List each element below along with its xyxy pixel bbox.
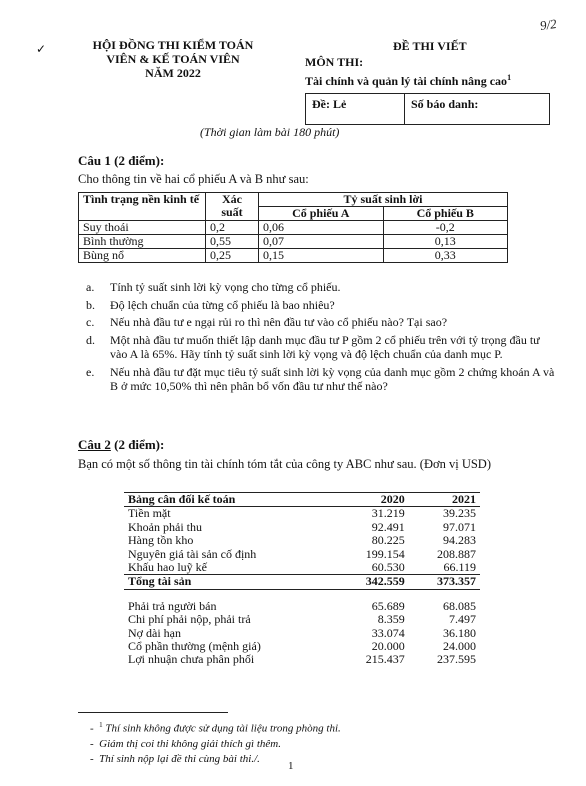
footnotes — [90, 718, 341, 767]
item-text: Nếu nhà đầu tư e ngại rủi ro thì nên đầu tư vào cổ phiếu nào? Tại sao? — [110, 315, 448, 329]
subject-name: Tài chính và quản lý tài chính nâng cao — [305, 74, 508, 88]
cell-state: Bình thường — [79, 235, 206, 249]
table-row — [124, 507, 480, 521]
footnote-divider — [78, 712, 228, 713]
value-2020: 80.225 — [371, 533, 405, 548]
value-2021: 97.071 — [443, 519, 476, 534]
header-stock-a: Cổ phiếu A — [259, 207, 384, 221]
footnote-3-text: Thí sinh nộp lại đề thi cùng bài thi./. — [99, 752, 260, 765]
table-row — [124, 640, 480, 653]
row-label: Chi phí phải nộp, phải trả — [128, 612, 251, 627]
council-line-3: NĂM 2022 — [145, 66, 201, 80]
list-item — [86, 298, 556, 313]
question-2-title — [78, 437, 164, 453]
value-2021: 208.887 — [437, 546, 476, 561]
exam-council-header — [68, 38, 278, 80]
list-item — [86, 315, 556, 330]
list-item — [86, 365, 556, 394]
value-2020: 92.491 — [371, 519, 405, 534]
row-label: Tiền mặt — [128, 506, 171, 521]
total-2020: 342.559 — [365, 574, 405, 589]
candidate-number: Số báo danh: — [411, 97, 479, 111]
time-note: (Thời gian làm bài 180 phút) — [200, 125, 340, 139]
cell-state: Suy thoái — [79, 221, 206, 235]
total-row — [124, 575, 480, 589]
footnote-1-ref: 1 — [99, 721, 103, 729]
question-2-points: (2 điểm): — [110, 437, 165, 452]
value-2020: 65.689 — [371, 598, 405, 613]
cell-b: 0,13 — [383, 235, 508, 249]
header-economy-state: Tình trạng nền kinh tế — [79, 193, 206, 221]
row-label: Khoản phải thu — [128, 519, 202, 534]
question-1-intro: Cho thông tin về hai cổ phiếu A và B như sau: — [78, 172, 309, 186]
value-2020: 199.154 — [365, 546, 405, 561]
balance-sheet-table — [124, 492, 480, 667]
page-number: 1 — [288, 760, 294, 772]
value-2020: 33.074 — [371, 625, 405, 640]
item-text: Một nhà đầu tư muốn thiết lập danh mục đầu tư P gồm 2 cổ phiếu trên với tỷ trọng đầu tư vào A là 65%. Hãy tính tỷ suất sinh lời kỳ vọng và độ lệch chuẩn của danh mục P. — [110, 332, 540, 361]
value-2021: 36.180 — [443, 625, 476, 640]
cell-state: Bùng nổ — [79, 249, 206, 263]
margin-mark: ✓ — [36, 42, 47, 56]
row-label: Hàng tồn kho — [128, 533, 194, 548]
row-label: Cổ phần thường (mệnh giá) — [128, 639, 261, 654]
table-header-row — [124, 493, 480, 507]
question-1-title: Câu 1 (2 điểm): — [78, 153, 165, 168]
footnote-1-text: Thí sinh không được sử dụng tài liệu trong phòng thi. — [105, 722, 341, 735]
subject-footnote-ref: 1 — [507, 73, 512, 82]
header-return: Tỷ suất sinh lời — [259, 193, 508, 207]
stock-returns-table — [78, 192, 508, 263]
question-1-items — [86, 280, 556, 397]
value-2020: 60.530 — [371, 560, 405, 575]
table-row — [124, 653, 480, 666]
row-label: Nguyên giá tài sản cố định — [128, 546, 257, 561]
item-text: Độ lệch chuẩn của từng cổ phiếu là bao nhiêu? — [110, 297, 335, 312]
row-label: Nợ dài hạn — [128, 625, 181, 640]
item-label: b. — [86, 297, 95, 312]
exam-code-box — [305, 93, 550, 125]
council-line-2: VIÊN & KẾ TOÁN VIÊN — [106, 52, 240, 66]
total-2021: 373.357 — [437, 574, 476, 589]
table-row — [79, 249, 508, 263]
exam-code: Đề: Lẻ — [306, 94, 405, 124]
item-text: Nếu nhà đầu tư đặt mục tiêu tỷ suất sinh lời kỳ vọng của danh mục gồm 2 chứng khoán A và B ở mức 10,50% thì nên phân bổ vốn đầu tư như thế nào? — [110, 364, 555, 393]
question-2-intro: Bạn có một số thông tin tài chính tóm tắt của công ty ABC như sau. (Đơn vị USD) — [78, 457, 492, 471]
item-text: Tính tỷ suất sinh lời kỳ vọng cho từng cổ phiếu. — [110, 280, 341, 294]
footnote-2-text: Giám thị coi thi không giải thích gì thêm. — [99, 737, 281, 750]
list-item — [86, 280, 556, 295]
cell-a: 0,15 — [259, 249, 384, 263]
table-row — [124, 561, 480, 575]
exam-title: ĐỀ THI VIẾT — [393, 39, 467, 53]
item-label: d. — [86, 332, 95, 347]
value-2021: 24.000 — [443, 639, 476, 654]
row-label: Phải trả người bán — [128, 598, 217, 613]
handwritten-signature: 9/2 — [538, 15, 558, 34]
table-row — [79, 235, 508, 249]
cell-prob: 0,55 — [206, 235, 259, 249]
question-2-number: Câu 2 — [78, 437, 111, 452]
table-row — [124, 600, 480, 613]
header-2021: 2021 — [452, 492, 476, 506]
value-2020: 215.437 — [365, 652, 405, 667]
header-stock-b: Cổ phiếu B — [383, 207, 508, 221]
item-label: c. — [86, 315, 95, 329]
header-2020: 2020 — [380, 492, 405, 506]
cell-b: -0,2 — [383, 221, 508, 235]
cell-a: 0,07 — [259, 235, 384, 249]
footnote-2: - Giám thị coi thi không giải thích gì thêm. — [90, 737, 281, 750]
header-probability: Xác suất — [206, 193, 259, 221]
value-2020: 8.359 — [377, 612, 405, 627]
exam-title-block — [305, 38, 575, 89]
value-2021: 66.119 — [443, 560, 476, 575]
table-row — [124, 521, 480, 534]
subject-line — [305, 70, 575, 89]
council-line-1: HỘI ĐỒNG THI KIỂM TOÁN — [92, 38, 254, 52]
table-row — [124, 613, 480, 626]
table-row — [124, 627, 480, 640]
total-label: Tổng tài sản — [128, 574, 192, 589]
value-2020: 20.000 — [371, 639, 405, 654]
table-row — [124, 534, 480, 547]
value-2020: 31.219 — [371, 506, 405, 521]
value-2021: 68.085 — [443, 598, 476, 613]
row-label: Lợi nhuận chưa phân phối — [128, 652, 255, 667]
cell-prob: 0,25 — [206, 249, 259, 263]
cell-a: 0,06 — [259, 221, 384, 235]
table-row — [124, 548, 480, 561]
cell-b: 0,33 — [383, 249, 508, 263]
value-2021: 39.235 — [443, 506, 476, 521]
footnote-1: - $^1$ Thí sinh không được sử dụng tài liệu trong phòng thi. — [90, 721, 341, 735]
header-balance-sheet: Bảng cân đối kế toán — [128, 492, 236, 506]
subject-label: MÔN THI: — [305, 55, 364, 69]
value-2021: 237.595 — [437, 652, 476, 667]
item-label: e. — [86, 364, 95, 379]
value-2021: 7.497 — [449, 612, 476, 627]
cell-prob: 0,2 — [206, 221, 259, 235]
footnote-3: - Thí sinh nộp lại đề thi cùng bài thi./. — [90, 752, 260, 765]
row-label: Khấu hao luỹ kế — [128, 560, 207, 575]
table-row — [79, 221, 508, 235]
item-label: a. — [86, 280, 95, 294]
list-item — [86, 333, 556, 362]
value-2021: 94.283 — [443, 533, 476, 548]
